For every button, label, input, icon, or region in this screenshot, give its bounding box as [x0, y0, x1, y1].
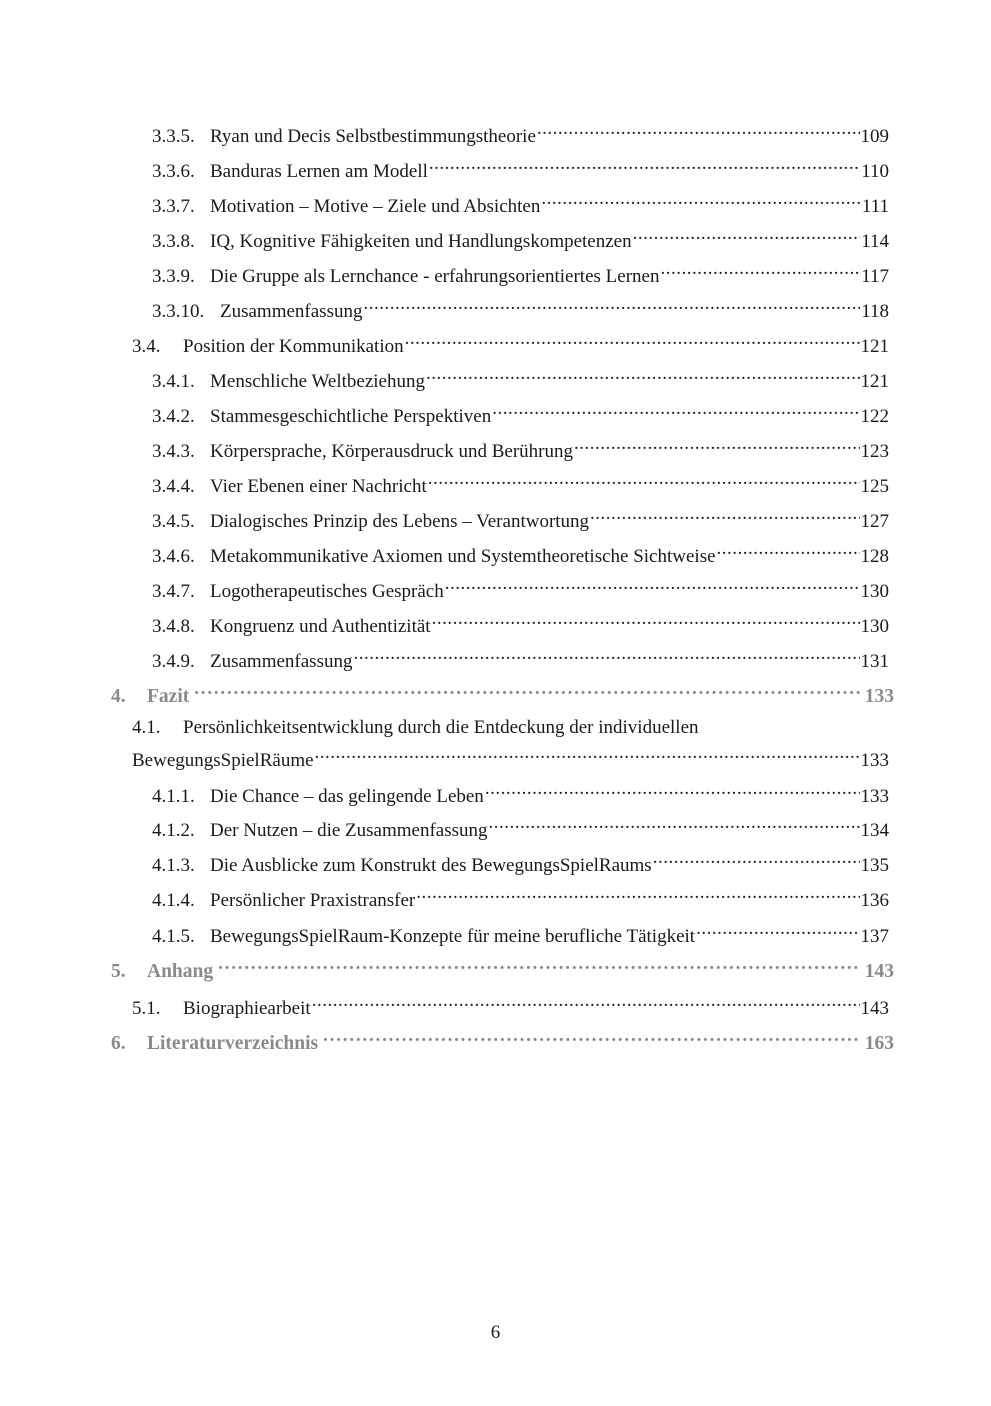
toc-entry[interactable] [152, 918, 889, 949]
toc-entry-page: 130 [860, 581, 889, 602]
toc-entry-number: 3.4.2. [152, 406, 195, 427]
toc-entry-title: Fazit [147, 686, 190, 707]
toc-entry-page: 110 [861, 161, 889, 182]
toc-entry[interactable] [152, 503, 889, 534]
toc-leader-dots [633, 223, 861, 247]
toc-entry[interactable] [152, 363, 889, 394]
toc-entry-page: 134 [860, 820, 889, 841]
toc-leader-dots [574, 433, 860, 457]
toc-entry-number: 4.1. [132, 717, 161, 738]
toc-entry-page: 114 [861, 231, 889, 252]
toc-entry-title: Vier Ebenen einer Nachricht [210, 476, 427, 497]
toc-entry-title: Position der Kommunikation [183, 336, 404, 357]
toc-entry-title: Persönlichkeitsentwicklung durch die Entdeckung der individuellen [183, 717, 699, 738]
toc-entry-number: 3.4. [132, 336, 161, 357]
toc-entry-number: 3.4.8. [152, 616, 195, 637]
toc-entry[interactable] [132, 328, 889, 359]
toc-entry-title: Die Gruppe als Lernchance - erfahrungsorientiertes Lernen [210, 266, 660, 287]
toc-entry-number: 5.1. [132, 998, 161, 1019]
toc-entry-title: Stammesgeschichtliche Perspektiven [210, 406, 492, 427]
toc-entry-page: 133 [860, 750, 889, 771]
toc-entry-number: 3.3.5. [152, 126, 195, 147]
toc-entry-page: 137 [860, 926, 889, 947]
toc-entry-number: 4.1.5. [152, 926, 195, 947]
toc-entry-page: 118 [861, 301, 889, 322]
toc-entry-page: 143 [860, 998, 889, 1019]
toc-entry-title: BewegungsSpielRaum-Konzepte für meine berufliche Tätigkeit [210, 926, 696, 947]
toc-entry-title: Der Nutzen – die Zusammenfassung [210, 820, 488, 841]
toc-entry[interactable] [132, 742, 889, 773]
toc-entry[interactable] [152, 188, 889, 219]
toc-entry-title: Literaturverzeichnis [147, 1033, 319, 1054]
toc-entry[interactable] [152, 258, 889, 289]
toc-entry-page: 127 [860, 511, 889, 532]
toc-entry-number: 3.4.3. [152, 441, 195, 462]
toc-leader-dots [416, 882, 859, 906]
toc-leader-dots [537, 118, 860, 142]
toc-leader-dots [315, 742, 860, 766]
toc-entry-number: 3.3.7. [152, 196, 195, 217]
toc-entry-title: Motivation – Motive – Ziele und Absichten [210, 196, 541, 217]
toc-entry-title: Dialogisches Prinzip des Lebens – Verantwortung [210, 511, 590, 532]
toc-chapter-entry[interactable] [111, 678, 894, 709]
toc-entry-page: 130 [860, 616, 889, 637]
toc-entry-number: 4.1.3. [152, 855, 195, 876]
toc-entry-page: 133 [860, 786, 889, 807]
toc-entry[interactable] [152, 812, 889, 843]
toc-entry-number: 4.1.1. [152, 786, 195, 807]
toc-entry-number: 4.1.4. [152, 890, 195, 911]
toc-leader-dots [363, 293, 860, 317]
toc-entry-page: 163 [864, 1033, 894, 1054]
toc-leader-dots [353, 643, 859, 667]
toc-entry[interactable] [152, 293, 889, 324]
toc-entry-page: 122 [860, 406, 889, 427]
toc-entry-title: Ryan und Decis Selbstbestimmungstheorie [210, 126, 536, 147]
toc-entry-number: 4. [111, 686, 126, 707]
toc-entry-title: Menschliche Weltbeziehung [210, 371, 425, 392]
toc-leader-dots [432, 608, 860, 632]
toc-entry-title: Zusammenfassung [210, 651, 353, 672]
toc-leader-dots [653, 847, 860, 871]
toc-entry-number: 3.4.6. [152, 546, 195, 567]
toc-entry-title: Die Ausblicke zum Konstrukt des BewegungsSpielRaums [210, 855, 652, 876]
toc-leader-dots [312, 990, 860, 1014]
toc-entry-title: Die Chance – das gelingende Leben [210, 786, 484, 807]
toc-entry-number: 3.4.1. [152, 371, 195, 392]
toc-entry-number: 4.1.2. [152, 820, 195, 841]
toc-leader-dots [660, 258, 860, 282]
toc-entry-title: Banduras Lernen am Modell [210, 161, 428, 182]
toc-leader-dots [590, 503, 859, 527]
toc-entry[interactable] [152, 778, 889, 809]
toc-entry-page: 136 [860, 890, 889, 911]
toc-entry[interactable] [152, 608, 889, 639]
toc-entry-number: 3.4.9. [152, 651, 195, 672]
toc-chapter-entry[interactable] [111, 1025, 894, 1056]
toc-entry[interactable] [152, 153, 889, 184]
toc-entry[interactable] [152, 468, 889, 499]
toc-entry-number: 3.3.9. [152, 266, 195, 287]
toc-leader-dots [194, 678, 860, 702]
toc-entry-number: 3.4.7. [152, 581, 195, 602]
toc-chapter-entry[interactable] [111, 953, 894, 984]
toc-entry-page: 125 [860, 476, 889, 497]
toc-leader-dots [428, 468, 860, 492]
toc-entry[interactable] [152, 223, 889, 254]
toc-entry[interactable] [152, 118, 889, 149]
toc-entry[interactable] [152, 882, 889, 913]
toc-entry[interactable] [132, 990, 889, 1021]
toc-leader-dots [426, 363, 860, 387]
toc-entry-title: Kongruenz und Authentizität [210, 616, 431, 637]
toc-leader-dots [405, 328, 860, 352]
toc-entry-title: Metakommunikative Axiomen und Systemtheoretische Sichtweise [210, 546, 716, 567]
toc-entry-page: 117 [861, 266, 889, 287]
toc-entry-title: Anhang [147, 961, 214, 982]
toc-entry[interactable] [152, 433, 889, 464]
toc-entry-number: 6. [111, 1033, 126, 1054]
toc-leader-dots [445, 573, 860, 597]
toc-entry-number: 3.4.4. [152, 476, 195, 497]
toc-entry[interactable] [152, 538, 889, 569]
toc-leader-dots [218, 953, 860, 977]
toc-leader-dots [429, 153, 860, 177]
toc-entry-page: 123 [860, 441, 889, 462]
toc-entry-number: 5. [111, 961, 126, 982]
toc-entry-page: 109 [860, 126, 889, 147]
toc-entry[interactable] [152, 398, 889, 429]
toc-entry-page: 128 [860, 546, 889, 567]
toc-entry-number: 3.3.6. [152, 161, 195, 182]
toc-entry-page: 133 [864, 686, 894, 707]
toc-entry-title: Biographiearbeit [183, 998, 311, 1019]
toc-entry-title: Persönlicher Praxistransfer [210, 890, 416, 911]
toc-entry-number: 3.4.5. [152, 511, 195, 532]
toc-entry-page: 121 [860, 371, 889, 392]
toc-entry-title: Logotherapeutisches Gespräch [210, 581, 444, 602]
toc-entry-title: Zusammenfassung [220, 301, 363, 322]
toc-entry-page: 143 [864, 961, 894, 982]
toc-leader-dots [717, 538, 860, 562]
toc-entry-title: Körpersprache, Körperausdruck und Berührung [210, 441, 573, 462]
toc-leader-dots [541, 188, 861, 212]
toc-entry-number: 3.3.8. [152, 231, 195, 252]
page-number: 6 [490, 1322, 501, 1343]
toc-entry-number: 3.3.10. [152, 301, 205, 322]
toc-entry-page: 111 [861, 196, 889, 217]
toc-entry-page: 131 [860, 651, 889, 672]
toc-leader-dots [492, 398, 859, 422]
toc-entry-first-line[interactable] [132, 716, 699, 740]
toc-entry-page: 121 [860, 336, 889, 357]
toc-leader-dots [323, 1025, 860, 1049]
toc-entry[interactable] [152, 573, 889, 604]
toc-entry-title-continued: BewegungsSpielRäume [132, 750, 314, 771]
toc-entry[interactable] [152, 643, 889, 674]
toc-entry-page: 135 [860, 855, 889, 876]
toc-leader-dots [696, 918, 859, 942]
toc-leader-dots [489, 812, 860, 836]
toc-entry-title: IQ, Kognitive Fähigkeiten und Handlungskompetenzen [210, 231, 632, 252]
toc-entry[interactable] [152, 847, 889, 878]
toc-leader-dots [485, 778, 860, 802]
